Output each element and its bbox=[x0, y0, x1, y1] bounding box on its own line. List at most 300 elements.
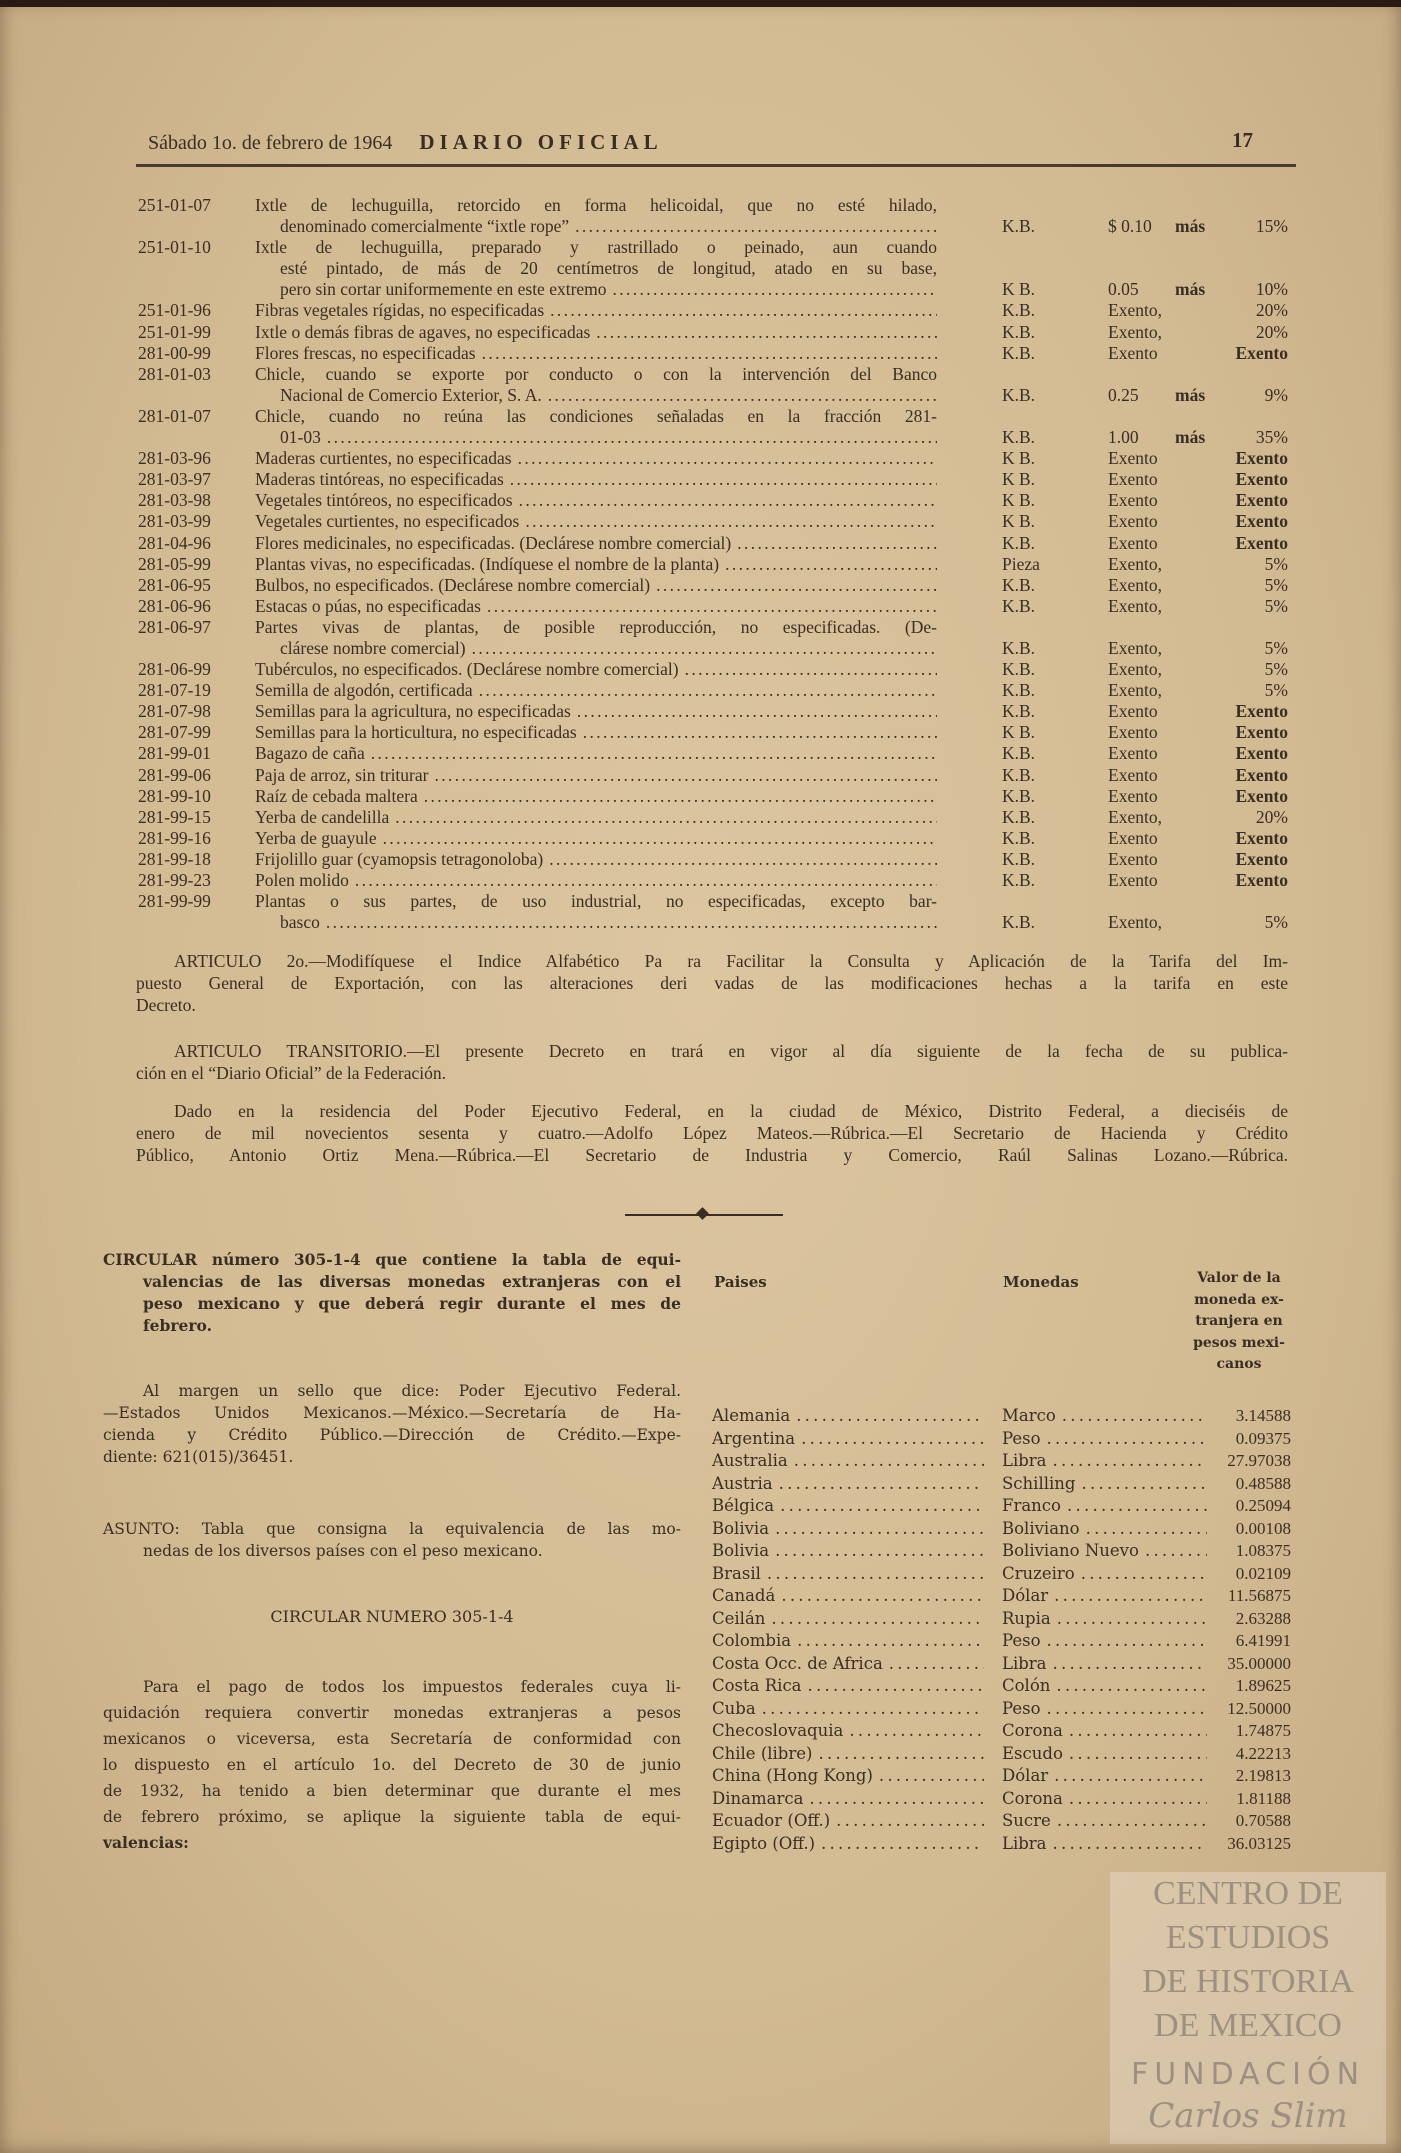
tariff-row bbox=[0, 870, 1401, 891]
country-name: Bolivia bbox=[712, 1518, 770, 1538]
tariff-row-line bbox=[0, 279, 1401, 300]
tariff-row bbox=[0, 617, 1401, 659]
text-line: de 1932, ha tenido a bien determinar que durante el mes bbox=[103, 1782, 681, 1800]
currency-name: Sucre bbox=[1002, 1811, 1051, 1830]
tariff-ad-valorem-rate: Exento bbox=[1235, 722, 1288, 743]
currency-row bbox=[0, 1563, 1401, 1586]
tariff-description bbox=[255, 237, 937, 258]
country-name: Canadá bbox=[712, 1586, 776, 1605]
tariff-ad-valorem-rate: 20% bbox=[1255, 321, 1288, 342]
text-line: peso mexicano y que deberá regir durante el mes de bbox=[143, 1294, 681, 1313]
tariff-row-line bbox=[0, 364, 1401, 385]
tariff-description bbox=[280, 427, 937, 448]
description-text: Vegetales tintóreos, no especificados bbox=[255, 490, 513, 511]
tariff-base-rate: Exento bbox=[1108, 342, 1158, 363]
exchange-value: 3.14588 bbox=[1235, 1406, 1291, 1425]
tariff-description bbox=[280, 216, 937, 237]
tariff-description bbox=[280, 258, 937, 279]
tariff-code: 281-06-95 bbox=[138, 574, 211, 595]
tariff-row bbox=[0, 891, 1401, 933]
text-line: ASUNTO: Tabla que consigna la equivalencia de las mo- bbox=[103, 1520, 681, 1538]
tariff-base-rate: Exento, bbox=[1108, 321, 1162, 342]
currency-name: Colón bbox=[1002, 1676, 1051, 1695]
tariff-row-line bbox=[0, 786, 1401, 807]
currency-name: Boliviano Nuevo bbox=[1002, 1541, 1139, 1560]
tariff-ad-valorem-rate: Exento bbox=[1235, 848, 1288, 869]
currency-row bbox=[0, 1518, 1401, 1541]
dot-leader bbox=[518, 448, 937, 469]
tariff-code: 281-06-97 bbox=[138, 616, 211, 637]
description-text: Ixtle o demás fibras de agaves, no especificadas bbox=[255, 321, 591, 342]
tariff-row-line bbox=[0, 870, 1401, 891]
tariff-description bbox=[255, 406, 937, 427]
tariff-base-rate: Exento bbox=[1108, 722, 1158, 743]
country-cell bbox=[712, 1450, 984, 1473]
tariff-unit: K.B. bbox=[1002, 806, 1036, 827]
exchange-value: 1.81188 bbox=[1236, 1788, 1291, 1808]
dot-leader bbox=[575, 216, 937, 237]
text-line: diente: 621(015)/36451. bbox=[103, 1448, 294, 1466]
dot-leader bbox=[1053, 1833, 1207, 1856]
country-name: Checoslovaquia bbox=[712, 1721, 844, 1740]
tariff-plus-label: más bbox=[1175, 216, 1206, 237]
tariff-base-rate: $ 0.10 bbox=[1108, 216, 1152, 237]
dot-leader bbox=[771, 1608, 984, 1631]
description-text: Semillas para la agricultura, no especificadas bbox=[255, 701, 571, 722]
tariff-base-rate: Exento bbox=[1108, 827, 1158, 848]
tariff-code: 281-99-16 bbox=[138, 827, 211, 848]
tariff-unit: K.B. bbox=[1002, 342, 1036, 363]
dot-leader bbox=[797, 1630, 984, 1653]
header-date: Sábado 1o. de febrero de 1964 bbox=[148, 132, 393, 154]
dot-leader bbox=[781, 1585, 984, 1608]
tariff-base-rate: Exento, bbox=[1108, 912, 1162, 933]
description-text: Plantas o sus partes, de uso industrial, no especificadas, excepto bar- bbox=[255, 891, 937, 912]
exchange-value: 35.00000 bbox=[1227, 1653, 1291, 1673]
tariff-description bbox=[255, 554, 937, 575]
dot-leader bbox=[879, 1765, 984, 1788]
currency-cell bbox=[1002, 1653, 1207, 1676]
header-line: pesos mexi- bbox=[1193, 1334, 1285, 1351]
tariff-row bbox=[0, 786, 1401, 807]
tariff-description bbox=[255, 659, 937, 680]
tariff-unit: K.B. bbox=[1002, 912, 1036, 933]
dot-leader bbox=[577, 701, 937, 722]
dot-leader bbox=[434, 765, 937, 786]
currency-row bbox=[0, 1698, 1401, 1721]
exchange-value: 1.74875 bbox=[1235, 1721, 1291, 1740]
currency-row bbox=[0, 1833, 1401, 1856]
dot-leader bbox=[395, 807, 937, 828]
tariff-description bbox=[255, 828, 937, 849]
currency-row bbox=[0, 1743, 1401, 1766]
currency-cell bbox=[1002, 1428, 1207, 1451]
watermark-line: DE MEXICO bbox=[1154, 2007, 1342, 2044]
tariff-description bbox=[255, 469, 937, 490]
articulo-2-paragraph bbox=[136, 950, 1288, 1016]
country-cell bbox=[712, 1585, 984, 1608]
tariff-description bbox=[255, 533, 937, 554]
tariff-code: 281-07-19 bbox=[138, 680, 211, 701]
tariff-plus-label: más bbox=[1175, 427, 1206, 448]
currency-name: Libra bbox=[1002, 1451, 1047, 1470]
currency-name: Peso bbox=[1002, 1428, 1041, 1448]
exchange-value: 0.02109 bbox=[1235, 1563, 1291, 1583]
tariff-base-rate: Exento, bbox=[1108, 300, 1162, 321]
currency-cell bbox=[1002, 1585, 1207, 1608]
column-header-currencies: Monedas bbox=[1003, 1273, 1079, 1291]
currency-cell bbox=[1002, 1810, 1207, 1833]
dot-leader bbox=[836, 1810, 984, 1833]
tariff-row-line bbox=[0, 533, 1401, 554]
currency-cell bbox=[1002, 1563, 1207, 1586]
tariff-base-rate: Exento, bbox=[1108, 806, 1162, 827]
description-text: basco bbox=[280, 912, 320, 933]
tariff-ad-valorem-rate: Exento bbox=[1235, 490, 1288, 511]
exchange-value: 12.50000 bbox=[1227, 1698, 1291, 1718]
tariff-base-rate: Exento, bbox=[1108, 659, 1162, 680]
tariff-row-line bbox=[0, 258, 1401, 279]
tariff-row bbox=[0, 511, 1401, 532]
circular-title: CIRCULAR NUMERO 305-1-4 bbox=[270, 1607, 514, 1626]
tariff-base-rate: 1.00 bbox=[1108, 427, 1139, 448]
dot-leader bbox=[1067, 1495, 1207, 1518]
tariff-ad-valorem-rate: Exento bbox=[1235, 448, 1288, 469]
tariff-code: 281-03-98 bbox=[138, 490, 211, 511]
tariff-description bbox=[255, 680, 937, 701]
tariff-description bbox=[255, 511, 937, 532]
description-text: Plantas vivas, no especificadas. (Indíquese el nombre de la planta) bbox=[255, 553, 720, 574]
tariff-row bbox=[0, 575, 1401, 596]
tariff-description bbox=[255, 322, 937, 343]
tariff-row bbox=[0, 448, 1401, 469]
dot-leader bbox=[767, 1563, 984, 1586]
currency-name: Corona bbox=[1002, 1721, 1063, 1740]
tariff-code: 281-03-96 bbox=[138, 448, 211, 469]
description-text: 01-03 bbox=[280, 427, 321, 448]
tariff-ad-valorem-rate: Exento bbox=[1235, 469, 1288, 490]
dot-leader bbox=[1053, 1653, 1207, 1676]
dot-leader bbox=[849, 1720, 984, 1743]
country-name: Costa Occ. de Africa bbox=[712, 1653, 883, 1673]
exchange-value: 0.70588 bbox=[1235, 1811, 1291, 1830]
currency-row bbox=[0, 1720, 1401, 1743]
description-text: Paja de arroz, sin triturar bbox=[255, 764, 429, 785]
tariff-ad-valorem-rate: 35% bbox=[1255, 427, 1288, 448]
dot-leader bbox=[1081, 1473, 1207, 1496]
tariff-row bbox=[0, 533, 1401, 554]
tariff-row-line bbox=[0, 385, 1401, 406]
tariff-row bbox=[0, 807, 1401, 828]
description-text: clárese nombre comercial) bbox=[280, 637, 466, 658]
currency-name: Libra bbox=[1002, 1653, 1047, 1673]
country-name: Australia bbox=[712, 1451, 788, 1470]
tariff-ad-valorem-rate: Exento bbox=[1235, 827, 1288, 848]
dot-leader bbox=[775, 1540, 984, 1563]
description-text: Polen molido bbox=[255, 870, 349, 890]
exchange-value: 2.19813 bbox=[1235, 1766, 1291, 1785]
tariff-base-rate: 0.05 bbox=[1108, 279, 1139, 300]
tariff-base-rate: Exento, bbox=[1108, 680, 1162, 701]
description-text: Yerba de candelilla bbox=[255, 806, 390, 827]
tariff-unit: K.B. bbox=[1002, 574, 1036, 595]
tariff-row-line bbox=[0, 448, 1401, 469]
column-header-value bbox=[1182, 1268, 1296, 1376]
tariff-row-line bbox=[0, 237, 1401, 258]
tariff-ad-valorem-rate: Exento bbox=[1235, 870, 1288, 890]
country-cell bbox=[712, 1788, 984, 1811]
header-line: Valor de la bbox=[1197, 1270, 1281, 1286]
tariff-ad-valorem-rate: 20% bbox=[1255, 300, 1288, 321]
description-text: Bagazo de caña bbox=[255, 743, 365, 764]
tariff-description bbox=[255, 870, 937, 891]
tariff-row bbox=[0, 364, 1401, 406]
exchange-value: 1.89625 bbox=[1235, 1676, 1291, 1695]
tariff-row bbox=[0, 237, 1401, 300]
tariff-base-rate: Exento bbox=[1108, 848, 1158, 869]
currency-row bbox=[0, 1675, 1401, 1698]
currency-row bbox=[0, 1585, 1401, 1608]
tariff-unit: K.B. bbox=[1002, 300, 1036, 321]
dot-leader bbox=[1053, 1450, 1207, 1473]
watermark-signature: Carlos Slim bbox=[1148, 2096, 1348, 2136]
dot-leader bbox=[472, 638, 937, 659]
dot-leader bbox=[1069, 1788, 1207, 1811]
currency-row bbox=[0, 1788, 1401, 1811]
text-line: Para el pago de todos los impuestos federales cuya li- bbox=[143, 1678, 681, 1696]
country-name: Costa Rica bbox=[712, 1676, 802, 1695]
country-cell bbox=[712, 1428, 984, 1451]
tariff-code: 281-99-99 bbox=[138, 891, 211, 912]
tariff-description bbox=[280, 912, 937, 933]
dot-leader bbox=[583, 722, 937, 743]
tariff-row-line bbox=[0, 406, 1401, 427]
description-text: Frijolillo guar (cyamopsis tetragonoloba) bbox=[255, 848, 544, 869]
tariff-row-line bbox=[0, 701, 1401, 722]
currency-name: Cruzeiro bbox=[1002, 1563, 1075, 1583]
dot-leader bbox=[371, 743, 937, 764]
currency-name: Dólar bbox=[1002, 1586, 1049, 1605]
description-text: Bulbos, no especificados. (Declárese nombre comercial) bbox=[255, 574, 651, 595]
country-name: Alemania bbox=[712, 1406, 791, 1425]
dot-leader bbox=[1054, 1765, 1207, 1788]
currency-name: Dólar bbox=[1002, 1766, 1049, 1785]
tariff-row bbox=[0, 701, 1401, 722]
text-line: cienda y Crédito Público.—Dirección de Crédito.—Expe- bbox=[103, 1426, 681, 1444]
tariff-code: 251-01-96 bbox=[138, 300, 211, 321]
country-cell bbox=[712, 1833, 984, 1856]
tariff-description bbox=[255, 448, 937, 469]
tariff-unit: K.B. bbox=[1002, 321, 1036, 342]
tariff-row-line bbox=[0, 490, 1401, 511]
tariff-base-rate: Exento bbox=[1108, 469, 1158, 490]
description-text: Estacas o púas, no especificadas bbox=[255, 595, 481, 616]
dot-leader bbox=[1054, 1585, 1207, 1608]
dot-leader bbox=[821, 1833, 984, 1856]
country-cell bbox=[712, 1540, 984, 1563]
description-text: Chicle, cuando no reúna las condiciones señaladas en la fracción 281- bbox=[255, 405, 937, 426]
exchange-value: 4.22213 bbox=[1235, 1743, 1291, 1763]
currency-name: Schilling bbox=[1002, 1473, 1076, 1493]
tariff-base-rate: Exento bbox=[1108, 448, 1158, 469]
country-name: Cuba bbox=[712, 1698, 756, 1718]
tariff-row-line bbox=[0, 554, 1401, 575]
dado-paragraph bbox=[136, 1100, 1288, 1166]
country-name: Austria bbox=[712, 1473, 773, 1493]
tariff-ad-valorem-rate: 9% bbox=[1264, 384, 1288, 405]
country-cell bbox=[712, 1765, 984, 1788]
tariff-row-line bbox=[0, 722, 1401, 743]
tariff-unit: K.B. bbox=[1002, 680, 1036, 701]
text-line: enero de mil novecientos sesenta y cuatro.—Adolfo López Mateos.—Rúbrica.—El Secretario de Hacienda y Crédito bbox=[136, 1123, 1288, 1143]
description-text: Ixtle de lechuguilla, preparado y rastrillado o peinado, aun cuando bbox=[255, 237, 937, 258]
dot-leader bbox=[762, 1698, 984, 1721]
tariff-code: 281-01-03 bbox=[138, 363, 211, 384]
exchange-value: 1.08375 bbox=[1235, 1541, 1291, 1560]
exchange-value: 27.97038 bbox=[1227, 1451, 1291, 1470]
tariff-row bbox=[0, 554, 1401, 575]
tariff-ad-valorem-rate: 5% bbox=[1264, 595, 1288, 616]
tariff-row bbox=[0, 195, 1401, 237]
country-cell bbox=[712, 1495, 984, 1518]
tariff-code: 281-99-06 bbox=[138, 764, 211, 785]
tariff-row-line bbox=[0, 343, 1401, 364]
tariff-row bbox=[0, 722, 1401, 743]
tariff-unit: K.B. bbox=[1002, 785, 1036, 806]
tariff-base-rate: Exento bbox=[1108, 532, 1158, 553]
text-line: ARTICULO TRANSITORIO.—El presente Decreto en trará en vigor al día siguiente de la fecha de su publica- bbox=[174, 1041, 1288, 1061]
country-cell bbox=[712, 1720, 984, 1743]
tariff-code: 281-99-18 bbox=[138, 848, 211, 869]
tariff-base-rate: Exento bbox=[1108, 511, 1158, 532]
tariff-row-line bbox=[0, 912, 1401, 933]
tariff-row-line bbox=[0, 849, 1401, 870]
header-rule bbox=[136, 164, 1296, 167]
tariff-unit: K.B. bbox=[1002, 216, 1036, 237]
currency-row bbox=[0, 1653, 1401, 1676]
currency-cell bbox=[1002, 1675, 1207, 1698]
description-text: Maderas curtientes, no especificadas bbox=[255, 448, 512, 469]
description-text: Nacional de Comercio Exterior, S. A. bbox=[280, 384, 542, 405]
dot-leader bbox=[1057, 1608, 1207, 1631]
country-cell bbox=[712, 1563, 984, 1586]
text-line: ARTICULO 2o.—Modifíquese el Indice Alfabético Pa ra Facilitar la Consulta y Aplicación de la Tarifa del Im- bbox=[174, 951, 1288, 971]
country-cell bbox=[712, 1473, 984, 1496]
tariff-row bbox=[0, 765, 1401, 786]
tariff-row bbox=[0, 849, 1401, 870]
tariff-row-line bbox=[0, 300, 1401, 321]
tariff-code: 281-07-98 bbox=[138, 701, 211, 722]
newspaper-title: DIARIO OFICIAL bbox=[419, 130, 663, 154]
tariff-unit: K.B. bbox=[1002, 848, 1036, 869]
text-line: quidación requiera convertir monedas extranjeras a pesos bbox=[103, 1704, 681, 1722]
dot-leader bbox=[510, 469, 937, 490]
dot-leader bbox=[550, 300, 937, 321]
text-line: —Estados Unidos Mexicanos.—México.—Secretaría de Ha- bbox=[103, 1404, 681, 1422]
tariff-row bbox=[0, 596, 1401, 617]
tariff-base-rate: Exento, bbox=[1108, 595, 1162, 616]
currency-name: Boliviano bbox=[1002, 1518, 1080, 1538]
currency-name: Marco bbox=[1002, 1406, 1056, 1425]
tariff-unit: K.B. bbox=[1002, 764, 1036, 785]
tariff-unit: K B. bbox=[1002, 448, 1036, 469]
country-name: Ecuador (Off.) bbox=[712, 1811, 831, 1830]
dot-leader bbox=[1056, 1675, 1207, 1698]
text-line: Dado en la residencia del Poder Ejecutivo Federal, en la ciudad de México, Distrito Federal, a dieciséis de bbox=[174, 1101, 1288, 1121]
exchange-value: 11.56875 bbox=[1227, 1586, 1291, 1605]
dot-leader bbox=[549, 849, 937, 870]
tariff-row-line bbox=[0, 469, 1401, 490]
text-line: nedas de los diversos países con el peso mexicano. bbox=[143, 1542, 543, 1560]
tariff-description bbox=[255, 807, 937, 828]
tariff-row-line bbox=[0, 828, 1401, 849]
tariff-base-rate: Exento bbox=[1108, 743, 1158, 764]
tariff-row-line bbox=[0, 638, 1401, 659]
exchange-value: 2.63288 bbox=[1235, 1608, 1291, 1628]
dot-leader bbox=[685, 659, 937, 680]
currency-row bbox=[0, 1450, 1401, 1473]
text-line: valencias: bbox=[103, 1833, 189, 1852]
tariff-ad-valorem-rate: 5% bbox=[1264, 637, 1288, 658]
tariff-ad-valorem-rate: Exento bbox=[1235, 532, 1288, 553]
country-name: Bolivia bbox=[712, 1541, 770, 1560]
tariff-base-rate: Exento, bbox=[1108, 574, 1162, 595]
tariff-unit: K.B. bbox=[1002, 659, 1036, 680]
description-text: Semillas para la horticultura, no especificadas bbox=[255, 722, 577, 743]
tariff-row bbox=[0, 490, 1401, 511]
tariff-unit: K.B. bbox=[1002, 870, 1036, 890]
description-text: Tubérculos, no especificados. (Declárese nombre comercial) bbox=[255, 659, 679, 680]
currency-cell bbox=[1002, 1765, 1207, 1788]
dot-leader bbox=[1081, 1563, 1207, 1586]
tariff-ad-valorem-rate: 10% bbox=[1255, 279, 1288, 300]
text-line: ción en el “Diario Oficial” de la Federación. bbox=[136, 1063, 446, 1083]
tariff-row bbox=[0, 828, 1401, 849]
tariff-unit: K.B. bbox=[1002, 532, 1036, 553]
tariff-description bbox=[255, 743, 937, 764]
dot-leader bbox=[1047, 1630, 1207, 1653]
country-name: Chile (libre) bbox=[712, 1743, 813, 1763]
dot-leader bbox=[327, 427, 937, 448]
description-text: Ixtle de lechuguilla, retorcido en forma helicoidal, que no esté hilado, bbox=[255, 195, 937, 215]
tariff-description bbox=[255, 490, 937, 511]
tariff-row-line bbox=[0, 617, 1401, 638]
country-name: Argentina bbox=[712, 1428, 796, 1448]
tariff-unit: K.B. bbox=[1002, 595, 1036, 616]
country-name: Ceilán bbox=[712, 1608, 766, 1628]
tariff-code: 251-01-10 bbox=[138, 237, 211, 258]
circular-heading bbox=[103, 1249, 681, 1337]
tariff-row-line bbox=[0, 743, 1401, 764]
currency-name: Corona bbox=[1002, 1788, 1063, 1808]
dot-leader bbox=[737, 533, 937, 554]
tariff-unit: K B. bbox=[1002, 469, 1036, 490]
dot-leader bbox=[1086, 1518, 1207, 1541]
country-cell bbox=[712, 1698, 984, 1721]
exchange-value: 0.25094 bbox=[1235, 1496, 1291, 1515]
tariff-row-line bbox=[0, 427, 1401, 448]
tariff-description bbox=[255, 343, 937, 364]
tariff-table bbox=[0, 195, 1401, 933]
tariff-code: 281-07-99 bbox=[138, 722, 211, 743]
description-text: Raíz de cebada maltera bbox=[255, 785, 418, 806]
currency-cell bbox=[1002, 1473, 1207, 1496]
dot-leader bbox=[1069, 1720, 1207, 1743]
tariff-base-rate: 0.25 bbox=[1108, 384, 1139, 405]
dot-leader bbox=[548, 385, 937, 406]
tariff-description bbox=[255, 195, 937, 216]
tariff-description bbox=[255, 701, 937, 722]
